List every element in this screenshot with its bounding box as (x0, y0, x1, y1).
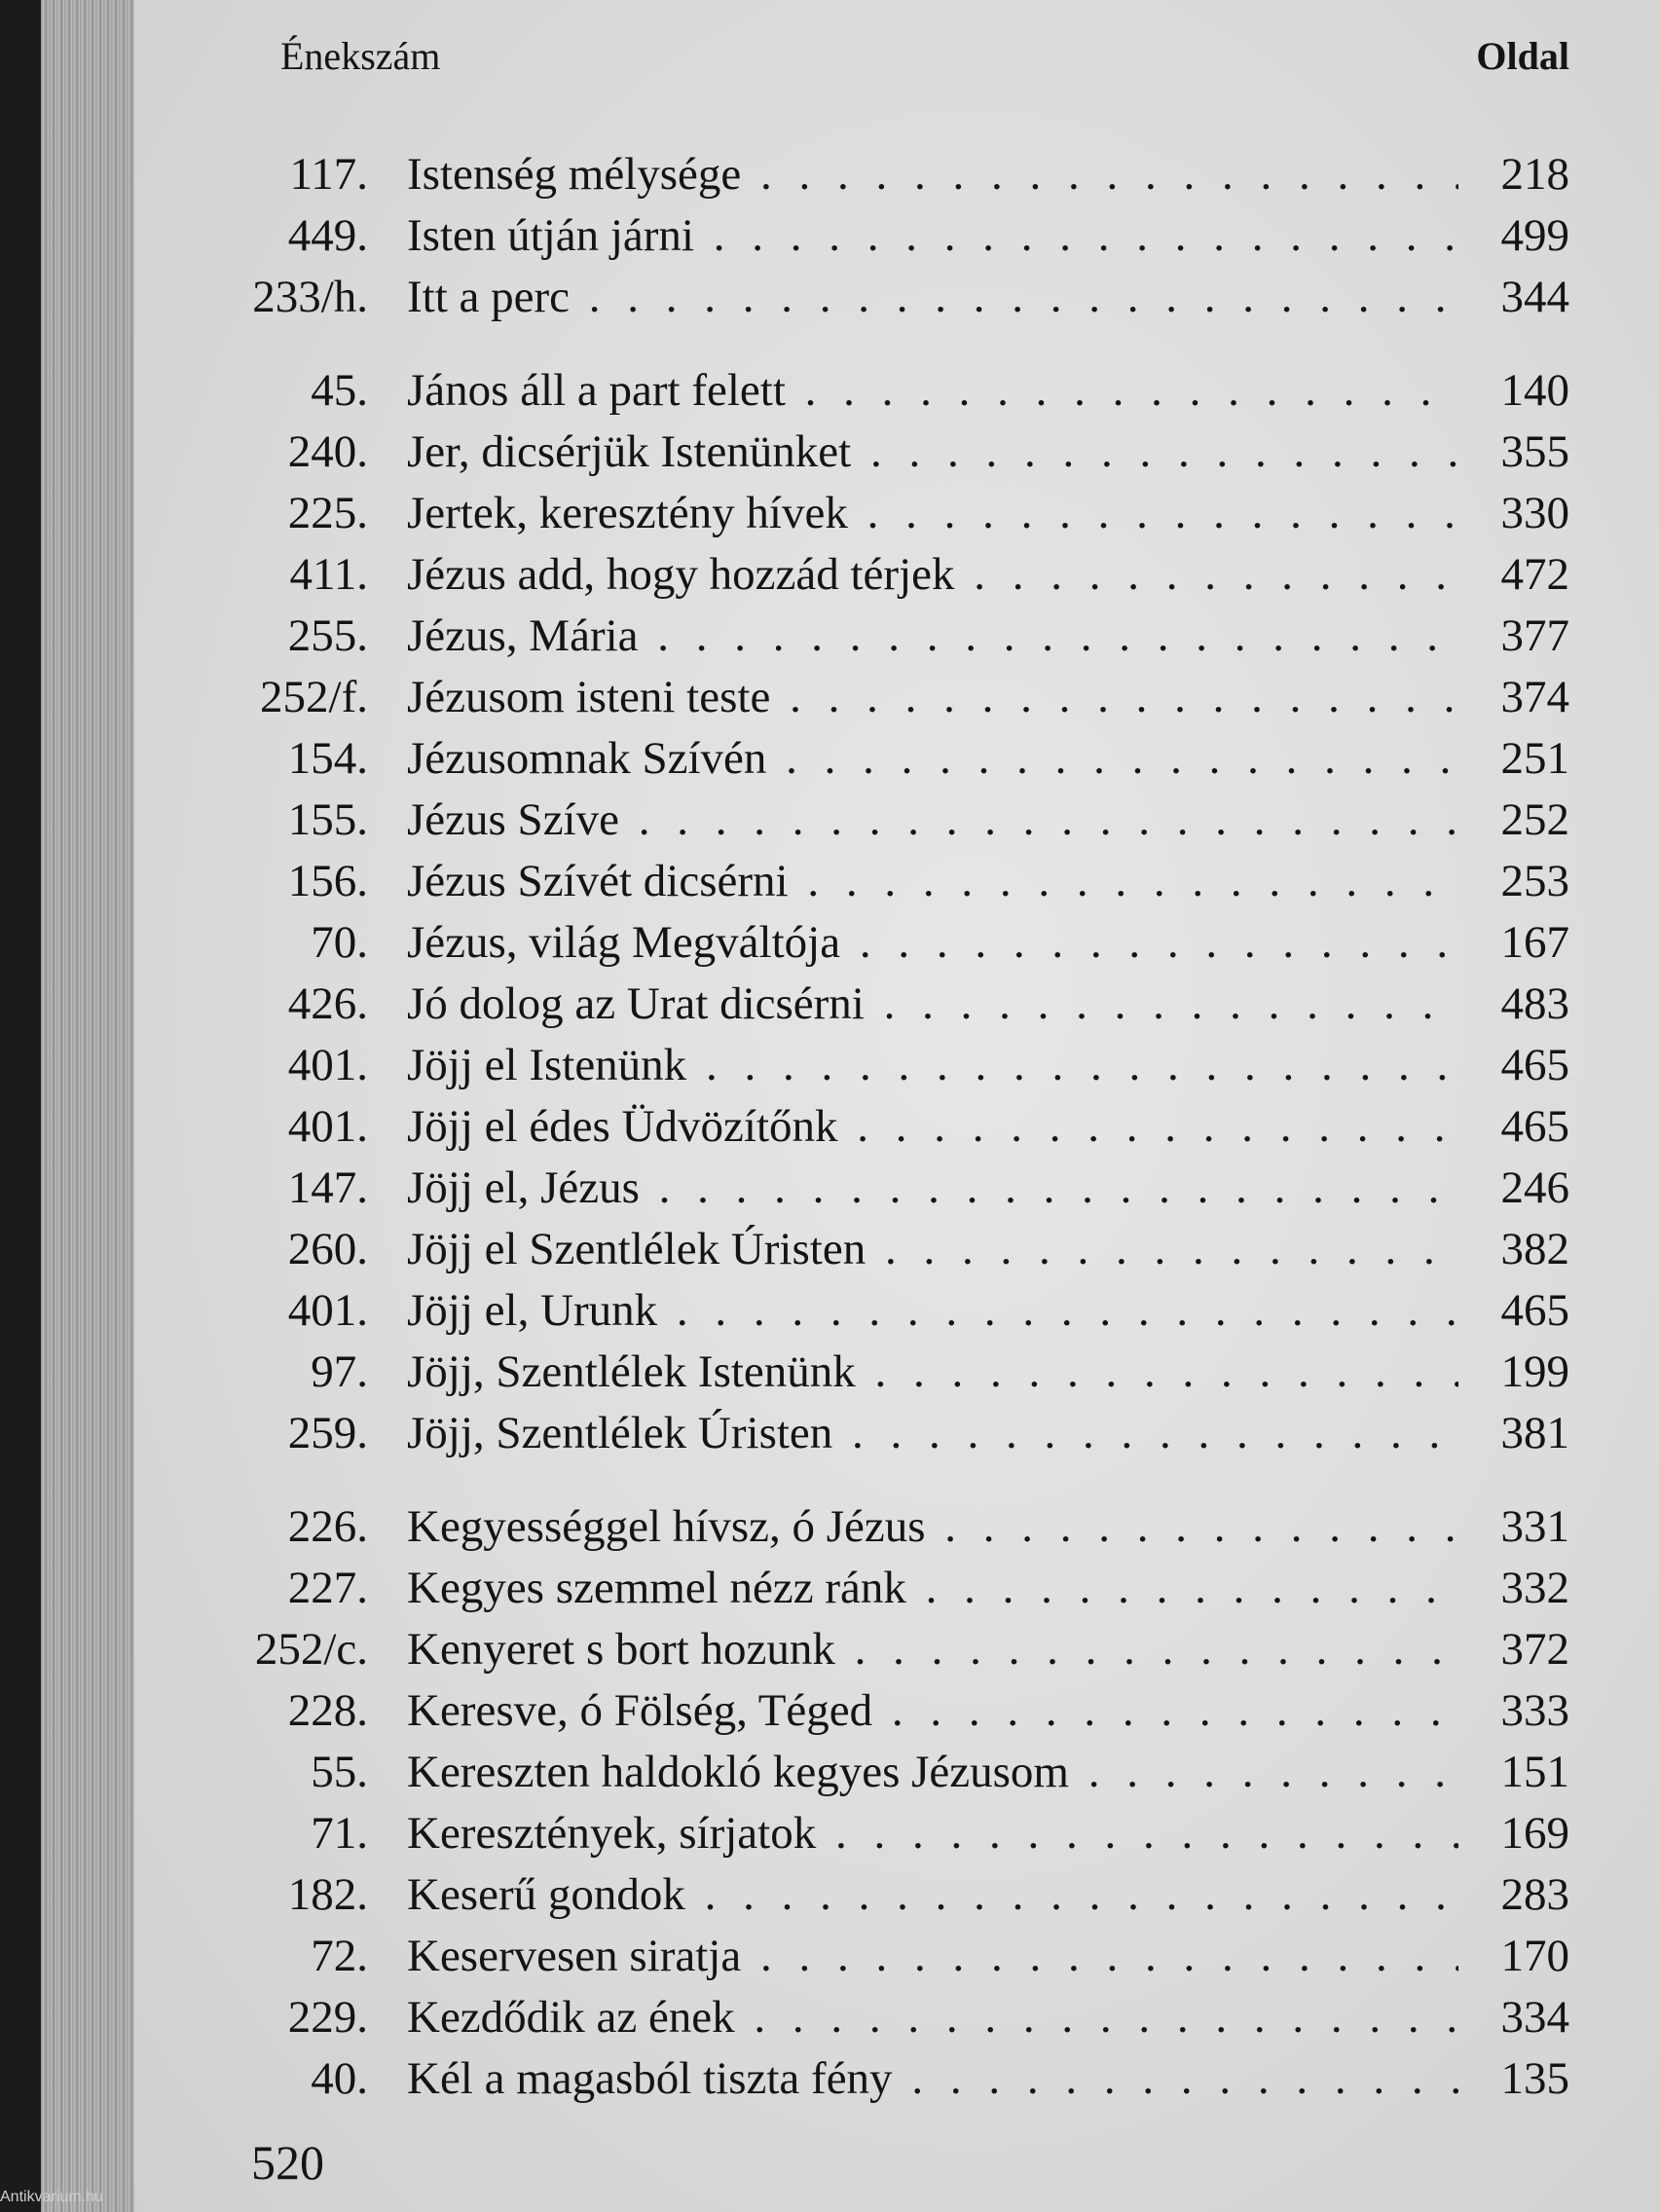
song-title: Jézus, Mária . . . (407, 606, 1458, 667)
page-number: 381 (1500, 1408, 1569, 1458)
page-number: 167 (1500, 917, 1569, 968)
page-number: 253 (1500, 856, 1569, 906)
song-title: Jer, dicsérjük Istenünket . . . (407, 422, 1458, 483)
index-entry (0, 483, 1659, 544)
song-title: Istenség mélysége . . . (407, 144, 1458, 205)
index-entry (0, 1035, 1659, 1096)
song-title: Jézusomnak Szívén . . . (407, 728, 1458, 790)
song-number: 411. (289, 549, 368, 600)
song-number: 449. (287, 210, 368, 261)
song-number: 228. (287, 1685, 368, 1736)
song-number: 240. (287, 426, 368, 477)
song-title: Jézus add, hogy hozzád térjek . . . (407, 544, 1458, 606)
song-number: 227. (287, 1563, 368, 1613)
song-title: Itt a perc . . . (407, 267, 1458, 328)
song-number: 70. (311, 917, 368, 968)
page-number: 499 (1500, 210, 1569, 261)
page-number: 330 (1500, 488, 1569, 538)
page-number: 169 (1500, 1808, 1569, 1859)
song-number: 226. (287, 1501, 368, 1552)
song-title: Kegyes szemmel nézz ránk . . . (407, 1558, 1458, 1619)
song-title: Kezdődik az ének . . . (407, 1987, 1458, 2048)
song-title: Keresztények, sírjatok . . . (407, 1803, 1458, 1864)
song-number: 155. (287, 794, 368, 845)
index-entry (0, 360, 1659, 422)
song-number: 45. (311, 365, 368, 416)
song-number: 97. (311, 1346, 368, 1397)
song-title: Jézus Szíve . . . (407, 790, 1458, 851)
song-number: 117. (289, 149, 368, 200)
page-number: 251 (1500, 733, 1569, 784)
song-number: 71. (311, 1808, 368, 1859)
page-number: 140 (1500, 365, 1569, 416)
page-number: 218 (1500, 149, 1569, 200)
page-number: 483 (1500, 978, 1569, 1029)
song-number: 259. (287, 1408, 368, 1458)
song-title: Jertek, keresztény hívek . . . (407, 483, 1458, 544)
song-title: Jöjj el, Jézus . . . (407, 1158, 1458, 1219)
book-page-number: 520 (251, 2135, 324, 2190)
song-number: 55. (311, 1747, 368, 1797)
song-number: 255. (287, 610, 368, 661)
index-entry (0, 1619, 1659, 1680)
index-entry (0, 974, 1659, 1035)
song-number: 147. (287, 1162, 368, 1213)
song-title: Jézus, világ Megváltója . . . (407, 912, 1458, 974)
index-entry (0, 851, 1659, 912)
page-number: 283 (1500, 1869, 1569, 1920)
song-title: Jézusom isteni teste . . . (407, 667, 1458, 728)
song-number: 426. (287, 978, 368, 1029)
index-entry (0, 144, 1659, 205)
page-number: 333 (1500, 1685, 1569, 1736)
index-entry (0, 1558, 1659, 1619)
song-number: 260. (287, 1224, 368, 1274)
index-entry (0, 728, 1659, 790)
song-title: Keserű gondok . . . (407, 1864, 1458, 1926)
header-song-number-label: Énekszám (280, 34, 441, 78)
page-number: 246 (1500, 1162, 1569, 1213)
page-number: 334 (1500, 1992, 1569, 2043)
index-entry (0, 606, 1659, 667)
song-title: Jöjj el, Urunk . . . (407, 1280, 1458, 1342)
song-title: Jöjj el Szentlélek Úristen . . . (407, 1219, 1458, 1280)
song-title: Kél a magasból tiszta fény . . . (407, 2048, 1458, 2110)
index-entry (0, 2048, 1659, 2110)
page-number: 135 (1500, 2053, 1569, 2104)
page-number: 465 (1500, 1101, 1569, 1152)
song-number: 252/f. (260, 672, 368, 722)
song-title: Jöjj, Szentlélek Úristen . . . (407, 1403, 1458, 1464)
index-entry (0, 1742, 1659, 1803)
header-page-label: Oldal (1476, 34, 1569, 78)
song-title: Keresve, ó Fölség, Téged . . . (407, 1680, 1458, 1742)
index-entry (0, 1987, 1659, 2048)
index-entry (0, 912, 1659, 974)
song-number: 182. (287, 1869, 368, 1920)
song-title: Jöjj el Istenünk . . . (407, 1035, 1458, 1096)
index-entry (0, 267, 1659, 328)
song-title: Keservesen siratja . . . (407, 1926, 1458, 1987)
page-number: 331 (1500, 1501, 1569, 1552)
index-entry (0, 1219, 1659, 1280)
index-entry (0, 1864, 1659, 1926)
song-title: Isten útján járni . . . (407, 205, 1458, 267)
page-number: 151 (1500, 1747, 1569, 1797)
index-entry (0, 1803, 1659, 1864)
index-entry (0, 1096, 1659, 1158)
page-number: 377 (1500, 610, 1569, 661)
page-number: 355 (1500, 426, 1569, 477)
page-number: 344 (1500, 272, 1569, 322)
song-number: 156. (287, 856, 368, 906)
song-number: 252/c. (254, 1624, 368, 1675)
song-title: János áll a part felett . . . (407, 360, 1458, 422)
song-number: 229. (287, 1992, 368, 2043)
page-number: 170 (1500, 1931, 1569, 1981)
index-entry (0, 205, 1659, 267)
page-number: 332 (1500, 1563, 1569, 1613)
song-title: Kenyeret s bort hozunk . . . (407, 1619, 1458, 1680)
index-entry (0, 1158, 1659, 1219)
index-entry (0, 1280, 1659, 1342)
page-number: 472 (1500, 549, 1569, 600)
song-title: Kereszten haldokló kegyes Jézusom . . . (407, 1742, 1458, 1803)
song-number: 225. (287, 488, 368, 538)
index-entry (0, 1403, 1659, 1464)
song-title: Jó dolog az Urat dicsérni . . . (407, 974, 1458, 1035)
index-entry (0, 422, 1659, 483)
page-number: 372 (1500, 1624, 1569, 1675)
song-number: 72. (311, 1931, 368, 1981)
index-entry (0, 1680, 1659, 1742)
song-number: 40. (311, 2053, 368, 2104)
song-number: 401. (287, 1040, 368, 1090)
page-number: 382 (1500, 1224, 1569, 1274)
song-title: Jöjj, Szentlélek Istenünk . . . (407, 1342, 1458, 1403)
song-number: 233/h. (252, 272, 368, 322)
index-entry (0, 544, 1659, 606)
song-index-list (0, 144, 1659, 2110)
song-number: 401. (287, 1101, 368, 1152)
index-entry (0, 667, 1659, 728)
index-entry (0, 1342, 1659, 1403)
site-watermark: Antikvarium.hu (0, 2189, 103, 2205)
song-number: 154. (287, 733, 368, 784)
song-title: Jöjj el édes Üdvözítőnk . . . (407, 1096, 1458, 1158)
page-number: 374 (1500, 672, 1569, 722)
page-number: 252 (1500, 794, 1569, 845)
index-entry (0, 1926, 1659, 1987)
page-number: 199 (1500, 1346, 1569, 1397)
song-title: Kegyességgel hívsz, ó Jézus . . . (407, 1496, 1458, 1558)
page-number: 465 (1500, 1040, 1569, 1090)
song-number: 401. (287, 1285, 368, 1336)
index-entry (0, 790, 1659, 851)
index-entry (0, 1496, 1659, 1558)
song-title: Jézus Szívét dicsérni . . . (407, 851, 1458, 912)
page-number: 465 (1500, 1285, 1569, 1336)
